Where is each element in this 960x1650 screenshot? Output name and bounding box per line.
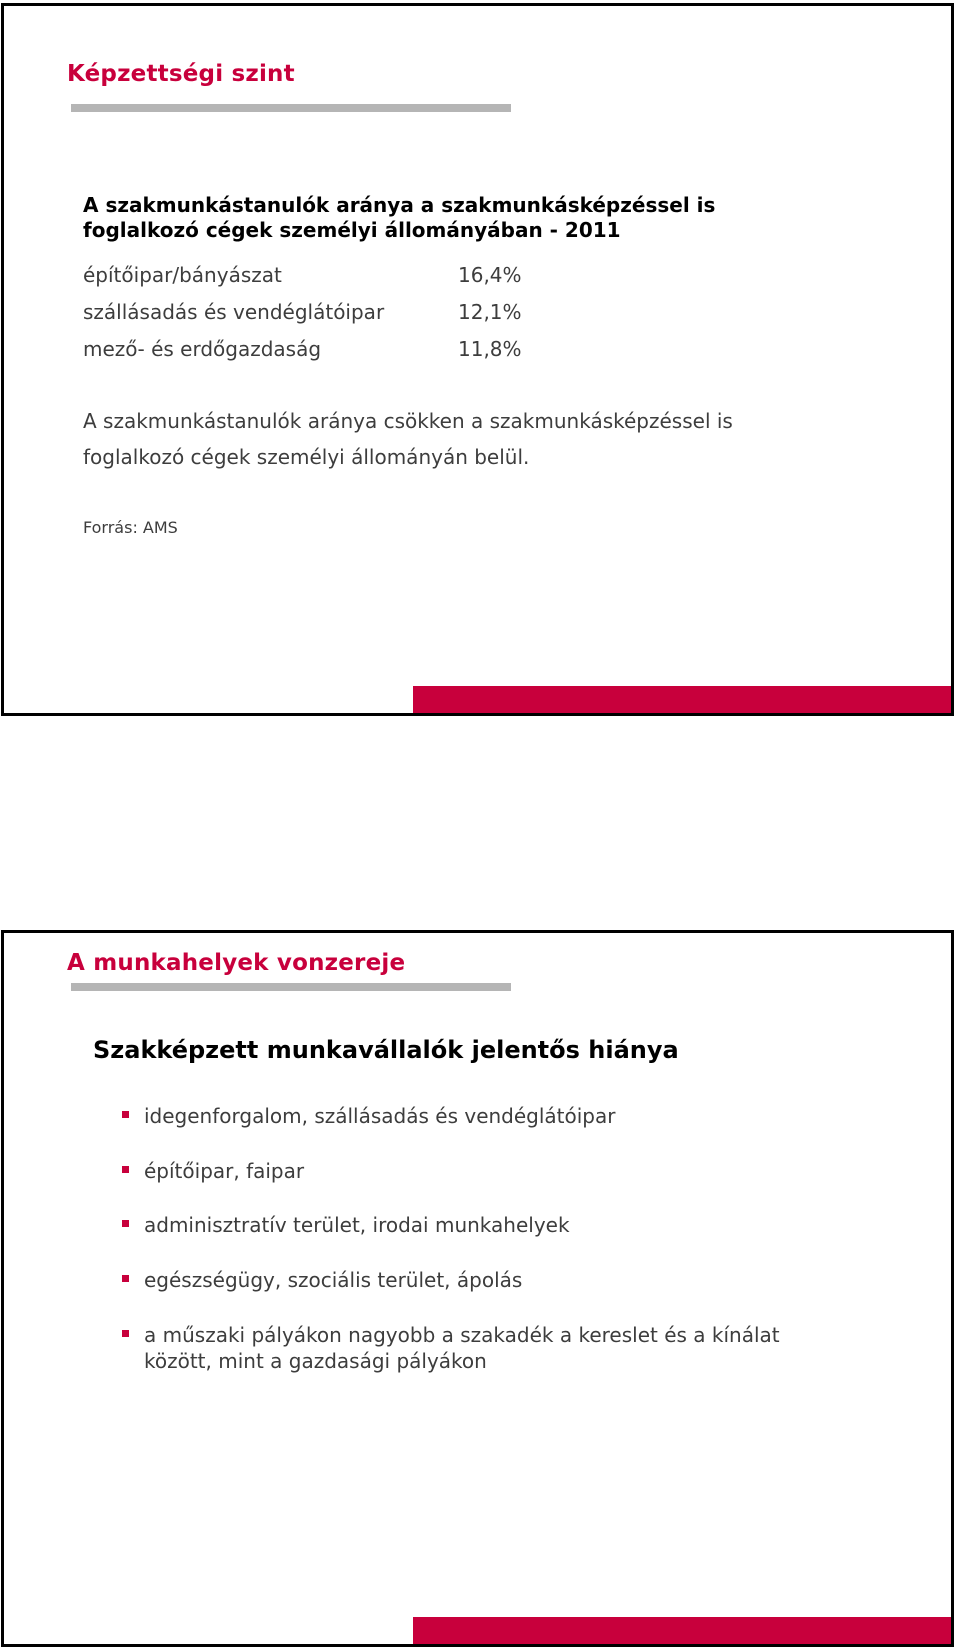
paragraph-line: A szakmunkástanulók aránya csökken a szakmunkásképzéssel is (83, 409, 733, 433)
bullet-text (144, 1158, 304, 1184)
slide-title: Képzettségi szint (67, 61, 295, 87)
slide-title: A munkahelyek vonzereje (67, 950, 406, 976)
bullet-line: egészségügy, szociális terület, ápolás (144, 1268, 523, 1292)
square-bullet-icon (122, 1166, 129, 1173)
bullet-line: építőipar, faipar (144, 1159, 305, 1183)
stat-label: építőipar/bányászat (83, 263, 282, 287)
bullet-line: adminisztratív terület, irodai munkahelyek (144, 1213, 570, 1237)
stat-row (83, 263, 522, 287)
stat-label: mező- és erdőgazdaság (83, 337, 322, 361)
heading-line: foglalkozó cégek személyi állományában - 2011 (83, 218, 621, 242)
footer-accent-bar (413, 1617, 951, 1644)
footer-accent-bar (413, 686, 951, 713)
bullet-line: idegenforgalom, szállásadás és vendéglátóipar (144, 1104, 616, 1128)
stat-value: 16,4% (458, 263, 522, 287)
stat-row (83, 300, 522, 324)
section-heading: Szakképzett munkavállalók jelentős hiánya (93, 1036, 679, 1064)
title-underline (71, 104, 511, 112)
bullet-text (144, 1322, 780, 1374)
slide-skill-level (1, 3, 954, 716)
stat-value: 11,8% (458, 337, 522, 361)
bullet-text (144, 1267, 522, 1293)
slide-workplace-attractiveness (1, 930, 954, 1647)
heading-line: A szakmunkástanulók aránya a szakmunkásképzéssel is (83, 193, 716, 217)
stat-label: szállásadás és vendéglátóipar (83, 300, 385, 324)
source-note: Forrás: AMS (83, 518, 178, 537)
bullet-line: között, mint a gazdasági pályákon (144, 1349, 487, 1373)
square-bullet-icon (122, 1330, 129, 1337)
bullet-text (144, 1212, 570, 1238)
square-bullet-icon (122, 1220, 129, 1227)
stat-value: 12,1% (458, 300, 522, 324)
summary-paragraph (83, 403, 733, 475)
square-bullet-icon (122, 1275, 129, 1282)
bullet-text (144, 1103, 615, 1129)
stat-row (83, 337, 522, 361)
section-heading (83, 193, 715, 243)
paragraph-line: foglalkozó cégek személyi állományán belül. (83, 445, 530, 469)
bullet-line: a műszaki pályákon nagyobb a szakadék a kereslet és a kínálat (144, 1323, 780, 1347)
square-bullet-icon (122, 1111, 129, 1118)
title-underline (71, 983, 511, 991)
